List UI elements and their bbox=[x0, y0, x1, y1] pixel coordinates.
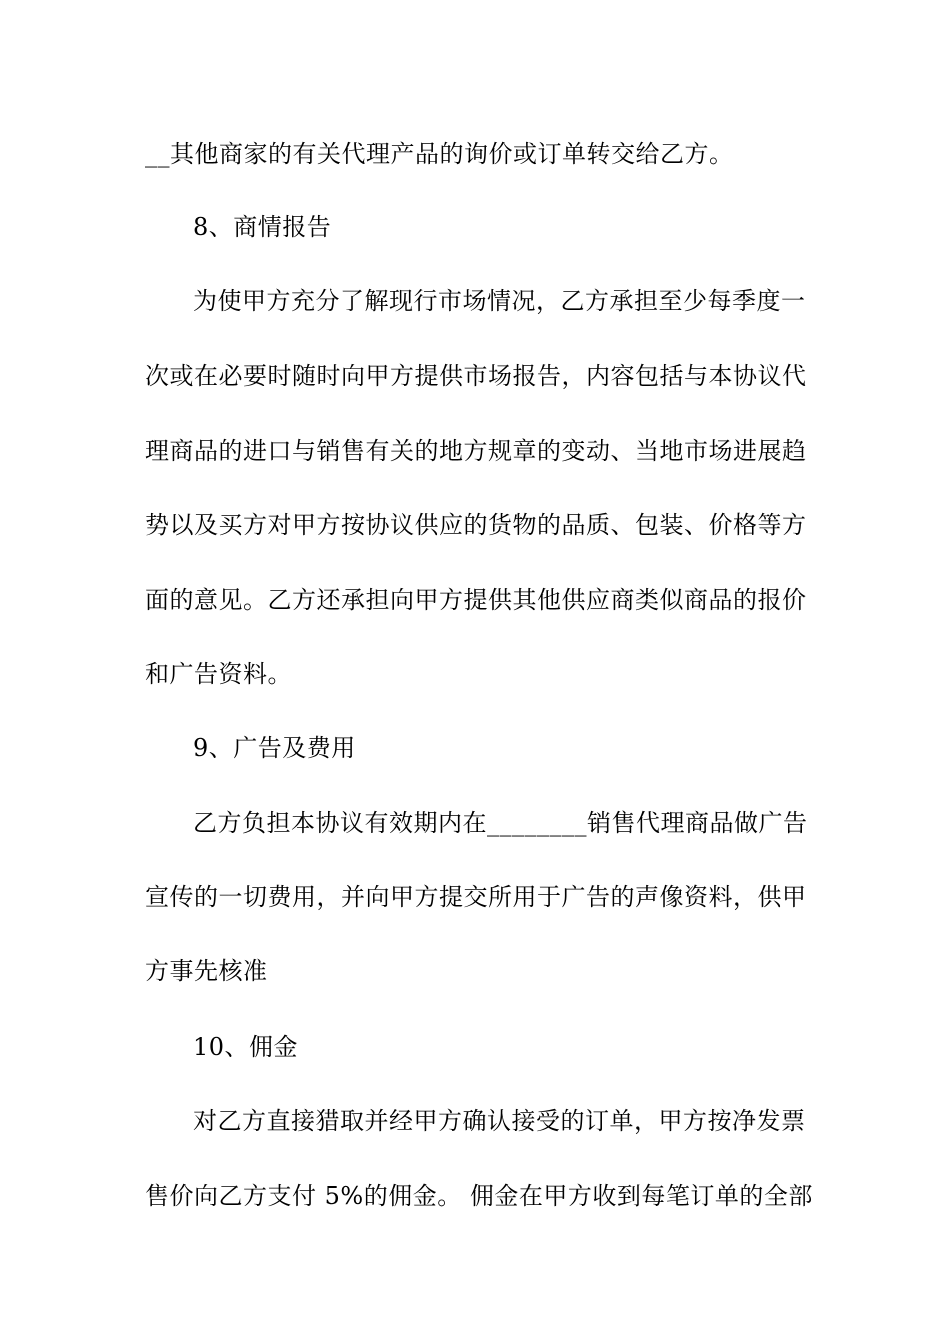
section-heading-8: 8、商情报告 bbox=[193, 213, 332, 241]
paragraph-line: 和广告资料。 bbox=[145, 660, 292, 688]
paragraph-line: 宣传的一切费用，并向甲方提交所用于广告的声像资料，供甲 bbox=[145, 883, 807, 911]
paragraph-line: 方事先核准 bbox=[145, 957, 268, 985]
paragraph-line: 对乙方直接猎取并经甲方确认接受的订单，甲方按净发票 bbox=[193, 1107, 806, 1135]
paragraph-line: __其他商家的有关代理产品的询价或订单转交给乙方。 bbox=[145, 140, 734, 168]
section-heading-10: 10、佣金 bbox=[193, 1033, 299, 1061]
paragraph-line: 面的意见。乙方还承担向甲方提供其他供应商类似商品的报价 bbox=[145, 586, 807, 614]
paragraph-line: 售价向乙方支付 5%的佣金。 佣金在甲方收到每笔订单的全部 bbox=[145, 1182, 813, 1210]
paragraph-line: 乙方负担本协议有效期内在________销售代理商品做广告 bbox=[193, 809, 808, 837]
paragraph-line: 势以及买方对甲方按协议供应的货物的品质、包装、价格等方 bbox=[145, 511, 807, 539]
paragraph-line: 理商品的进口与销售有关的地方规章的变动、当地市场进展趋 bbox=[145, 437, 807, 465]
paragraph-line: 次或在必要时随时向甲方提供市场报告，内容包括与本协议代 bbox=[145, 362, 807, 390]
paragraph-line: 为使甲方充分了解现行市场情况，乙方承担至少每季度一 bbox=[193, 287, 806, 315]
section-heading-9: 9、广告及费用 bbox=[193, 734, 356, 762]
